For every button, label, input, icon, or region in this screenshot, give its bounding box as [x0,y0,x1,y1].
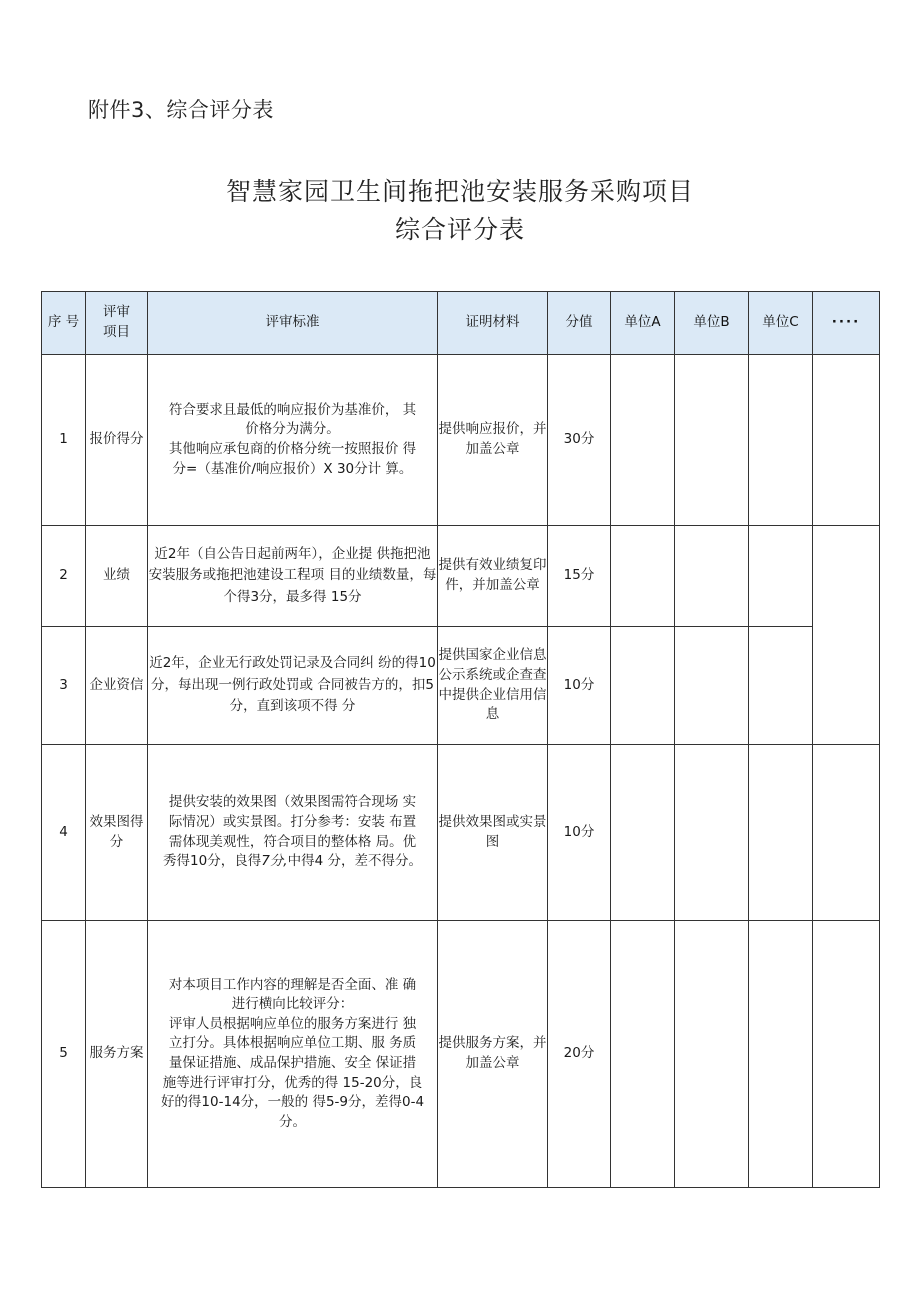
row-seq: 1 [42,355,86,526]
unit-c-cell [749,526,813,627]
header-score: 分值 [548,292,611,355]
criteria-text: 中得4 分，差不得分。 [287,853,422,870]
unit-b-cell [675,355,749,526]
criteria-line: 分。 [279,1113,306,1130]
criteria-line: 施等进行评审打分，优秀的得 15-20分，良 [162,1074,423,1091]
row-proof: 提供有效业绩复印件，并加盖公章 [438,526,548,627]
header-unit-c: 单位C [749,292,813,355]
criteria-line: 进行横向比较评分： [231,996,354,1013]
row-criteria [148,355,438,526]
header-more: ···· [813,292,880,355]
row-item: 效果图得分 [86,745,148,921]
criteria-line: 量保证措施、成品保护措施、安全 保证措 [168,1055,417,1071]
row-score: 10分 [548,745,611,921]
row-criteria: 近2年，企业无行政处罚记录及合同纠 纷的得10分，每出现一例行政处罚或 合同被告方的，扣5分，直到该项不得 分 [148,627,438,745]
criteria-line: 对本项目工作内容的理解是否全面、准 确 [168,976,417,993]
unit-b-cell [675,627,749,745]
unit-c-cell [749,745,813,921]
unit-a-cell [611,355,675,526]
row-seq: 2 [42,526,86,627]
unit-b-cell [675,526,749,627]
header-item: 评审项目 [86,292,148,355]
criteria-line: 符合要求且最低的响应报价为基准价， 其 [168,401,417,418]
header-unit-b: 单位B [675,292,749,355]
unit-c-cell [749,355,813,526]
criteria-line: 际情况）或实景图。打分参考：安装 布置 [168,813,417,830]
row-score: 10分 [548,627,611,745]
criteria-line: 提供安装的效果图（效果图需符合现场 实 [168,794,417,811]
row-proof: 提供国家企业信息公示系统或企查查中提供企业信用信息 [438,627,548,745]
header-proof: 证明材料 [438,292,548,355]
unit-c-cell [749,921,813,1188]
criteria-line: 其他响应承包商的价格分统一按照报价 得 [168,441,417,457]
more-cell [813,355,880,526]
row-criteria [148,745,438,921]
row-score: 20分 [548,921,611,1188]
header-seq: 序 号 [42,292,86,355]
more-cell [813,526,880,745]
criteria-text: 秀得10分，良得 [163,853,262,870]
criteria-text-italic: 7分, [261,853,288,870]
unit-a-cell [611,921,675,1188]
document-title: 智慧家园卫生间拖把池安装服务采购项目 [225,177,694,206]
unit-a-cell [611,627,675,745]
scoring-table [41,291,880,1188]
row-criteria: 近2年（自公告日起前两年），企业提 供拖把池安装服务或拖把池建设工程项 目的业绩数量，每个得3分，最多得 15分 [148,526,438,627]
row-score: 30分 [548,355,611,526]
unit-b-cell [675,921,749,1188]
table-row [42,526,880,627]
criteria-line [148,852,437,872]
row-proof: 提供效果图或实景图 [438,745,548,921]
table-row [42,921,880,1188]
criteria-line: 价格分为满分。 [245,421,340,438]
row-item: 服务方案 [86,921,148,1188]
row-seq: 5 [42,921,86,1188]
header-criteria: 评审标准 [148,292,438,355]
criteria-line: 分=（基准价/响应报价）X 30分计 算。 [172,460,413,477]
row-item: 企业资信 [86,627,148,745]
more-cell [813,745,880,921]
table-row [42,745,880,921]
row-proof: 提供响应报价，并加盖公章 [438,355,548,526]
criteria-line: 立打分。具体根据响应单位工期、服 务质 [168,1035,417,1052]
criteria-line: 需体现美观性，符合项目的整体格 局。优 [168,833,417,850]
row-proof: 提供服务方案，并加盖公章 [438,921,548,1188]
more-cell [813,921,880,1188]
table-row [42,355,880,526]
row-item: 报价得分 [86,355,148,526]
row-item: 业绩 [86,526,148,627]
attachment-label: 附件3、综合评分表 [88,98,274,122]
row-seq: 4 [42,745,86,921]
row-seq: 3 [42,627,86,745]
criteria-line: 好的得10-14分，一般的 得5-9分，差得0-4 [160,1094,425,1111]
unit-a-cell [611,745,675,921]
document-subtitle: 综合评分表 [394,215,525,244]
header-row [42,292,880,355]
unit-a-cell [611,526,675,627]
row-score: 15分 [548,526,611,627]
row-criteria [148,921,438,1188]
criteria-line: 评审人员根据响应单位的服务方案进行 独 [168,1015,417,1032]
unit-b-cell [675,745,749,921]
unit-c-cell [749,627,813,745]
header-unit-a: 单位A [611,292,675,355]
table-row [42,627,880,745]
